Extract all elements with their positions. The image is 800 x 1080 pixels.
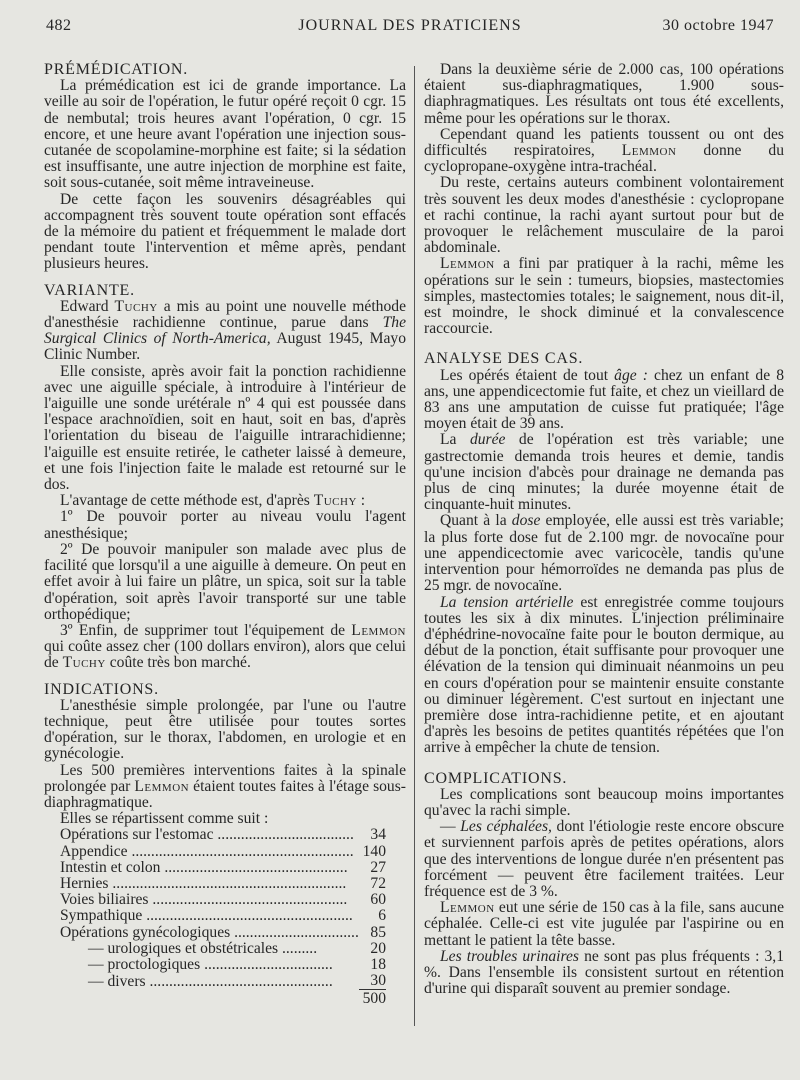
table-row [60, 957, 386, 973]
section-heading-variante: VARIANTE. [44, 281, 135, 299]
section-heading-indications: INDICATIONS. [44, 680, 159, 698]
row-count: 6 [378, 907, 386, 925]
paragraph: Les complications sont beaucoup moins importantes qu'avec la rachi simple. [424, 785, 784, 819]
paragraph [424, 368, 784, 433]
running-header [46, 17, 774, 39]
text-run: a fini par pratiquer à la rachi, même les opérations sur le sein : tumeurs, biopsies, mastectomies simples, mastectomies totales; le saignement, nous dit-il, est moindre, le shock diminué et la convalescence raccourcie. [424, 255, 784, 338]
row-label: Intestin et colon ............................................... [60, 859, 348, 876]
row-count: 85 [370, 923, 386, 941]
row-label: Opérations sur l'estomac ................................... [60, 827, 354, 844]
author-name: Tuchy [313, 492, 357, 510]
text-run: coûte très bon marché. [105, 654, 251, 672]
emphasis: dose [511, 512, 541, 530]
text-run: 3º Enfin, de supprimer tout l'équipement de [60, 621, 352, 639]
journal-reference: The Surgical Clinics of North-America, [44, 314, 406, 348]
row-count: 34 [370, 826, 386, 844]
section-heading-complications: COMPLICATIONS. [424, 769, 568, 787]
issue-date: 30 octobre 1947 [662, 17, 774, 34]
emphasis: Les troubles urinaires [440, 947, 579, 965]
total-count: 500 [362, 990, 386, 1008]
column-divider [414, 66, 415, 1026]
text-run: dont l'étiologie reste encore obscure et surviennent parfois après de petites opérations, alors que des interventions de longue durée n'en présentent pas forcément — peuvent être facilement traitées. Leur fréquence est de 3 %. [424, 818, 785, 900]
table-row [60, 892, 386, 908]
table-row [60, 973, 386, 990]
row-label: Appendice ......................................................... [60, 843, 354, 860]
text-run: Cependant quand les patients toussent ou ont des difficultés respiratoires, [424, 125, 784, 160]
row-label: Opérations gynécologiques ................................ [60, 924, 359, 941]
row-label: — proctologiques ................................. [88, 956, 333, 973]
text-run: employée, elle aussi est très variable; la plus forte dose fut de 2.100 mgr. de novocaïne pour une appendicectomie avec varicocèle, tandis qu'une intervention pour hémorroïdes ne demanda pas plus de 25 mgr. de novocaïne. [424, 512, 784, 595]
row-label: — urologiques et obstétricales ......... [88, 940, 318, 957]
text-run: eut une série de 150 cas à la file, sans aucune céphalée. Celle-ci est vite jugulée par l'aspirine ou en mettant le patient la tête basse. [424, 899, 784, 949]
paragraph: Dans la deuxième série de 2.000 cas, 100 opérations étaient sus-diaphragmatiques, 1.900 sous-diaphragmatiques. Les résultats ont tous été excellents, même pour les opérations sur le thorax. [424, 61, 784, 127]
text-run: Les 500 premières interventions faites à la spinale prolongée par [44, 761, 406, 795]
row-count: 20 [370, 939, 386, 957]
table-row [60, 908, 386, 924]
text-run: de l'opération est très variable; une gastrectomie demanda trois heures et demie, tandis qu'une incision d'abcès pour drainage ne demanda pas plus de cinq minutes; la durée moyenne était de cinquante-huit minutes. [424, 431, 784, 514]
author-name: Lemmon [621, 142, 677, 160]
text-run: ne sont pas plus fréquents : 3,1 %. Dans l'ensemble ils consistent surtout en rétention d'urine qui disparaît souvent au premier sondage. [424, 947, 784, 998]
row-count: 30 [359, 973, 386, 990]
table-row [60, 844, 386, 860]
paragraph [44, 299, 406, 364]
paragraph [44, 493, 406, 509]
row-label: Hernies ............................................................ [60, 875, 347, 892]
paragraph [424, 900, 784, 949]
paragraph: De cette façon les souvenirs désagréables qui accompagnent très souvent toute opération sont effacés de la mémoire du patient et fréquemment le malade dort pendant toute l'intervention et même après, pendant plusieurs heures. [44, 190, 406, 273]
row-label: Sympathique ..................................................... [60, 908, 353, 925]
journal-title: JOURNAL DES PRATICIENS [298, 17, 522, 34]
text-run: chez un enfant de 8 ans, une appendicectomie fut faite, et chez un vieillard de 83 ans une amputation de cuisse fut pratiquée; l'âge moyen était de 39 ans. [424, 366, 784, 433]
text-run: est enregistrée comme toujours toutes les six à dix minutes. L'injection préliminaire d'éphédrine-novocaïne faite pour le bouton dermique, au début de la ponction, était suffisante pour provoquer une élévation de la tension qui diminuait néanmoins un peu en cours d'opération pour se maintenir ensuite constante ou diminuer légèrement. C'est surtout en injectant une première dose intra-rachidienne petite, et en ajoutant d'après les besoins de petites quantités répétées que l'on arrive à empêcher la chute de tension. [424, 593, 784, 757]
author-name: Lemmon [440, 255, 495, 273]
total-label [60, 990, 359, 1008]
table-row [60, 860, 386, 876]
row-count: 18 [370, 955, 386, 973]
author-name: Lemmon [351, 621, 406, 639]
table-row [60, 925, 386, 941]
table-row [60, 827, 386, 843]
row-count: 72 [370, 874, 386, 892]
text-run: Quant à la [440, 512, 512, 530]
emphasis: durée [469, 431, 506, 449]
paragraph: Du reste, certains auteurs combinent volontairement très souvent les deux modes d'anesthésie : cyclopropane et rachi continue, la rachi ayant surtout pour but de provoquer le relâchement musculaire de la paroi abdominale. [424, 174, 784, 257]
text-run: August 1945, Mayo Clinic Number. [44, 330, 407, 364]
table-row [60, 876, 386, 892]
text-run: étaient toutes faites à l'étage sous-diaphragmatique. [44, 777, 406, 811]
list-point [44, 623, 406, 672]
text-run: — [440, 818, 461, 836]
section-heading-analyse: ANALYSE DES CAS. [424, 350, 584, 368]
paragraph [424, 595, 784, 757]
text-run: : [356, 492, 366, 510]
paragraph [424, 127, 784, 176]
row-label: Voies biliaires .................................................. [60, 892, 348, 909]
paragraph [44, 763, 406, 812]
paragraph [424, 256, 784, 337]
list-point: 2º De pouvoir manipuler son malade avec plus de facilité que lorsqu'il a une aiguille à demeure. On peut en effet avoir à lui faire un plâtre, un spica, soit sur la table d'opération, soit après l'avoir transporté sur une table orthopédique; [44, 540, 406, 623]
paragraph: Elles se répartissent comme suit : [60, 810, 269, 828]
paragraph [424, 513, 784, 594]
left-column [44, 62, 406, 1008]
text-run: L'avantage de cette méthode est, d'après [60, 492, 314, 510]
row-count: 27 [370, 858, 386, 876]
author-name: Tuchy [114, 297, 158, 315]
paragraph: L'anesthésie simple prolongée, par l'une ou l'autre technique, peut être utilisée pour toutes sortes d'opération, sur le thorax, l'abdomen, en urologie et en gynécologie. [44, 696, 406, 763]
list-point: 1º De pouvoir porter au niveau voulu l'agent anesthésique; [44, 508, 406, 542]
right-column [424, 62, 784, 997]
paragraph [424, 949, 784, 998]
paragraph: Elle consiste, après avoir fait la ponction rachidienne avec une aiguille spéciale, à introduire à l'intérieur de l'aiguille une sonde urétérale nº 4 qui est poussée dans l'espace arachnoïdien, soit en haut, soit en bas, d'après l'orientation du biseau de l'aiguille intrarachidienne; l'aiguille est ensuite retirée, le catheter laissé à demeure, et une fois l'injection faite le malade est retourné sur le dos. [44, 362, 406, 494]
author-name: Tuchy [62, 654, 106, 672]
author-name: Lemmon [134, 777, 190, 795]
text-run: La [440, 431, 470, 449]
row-label: — divers ............................................... [88, 973, 333, 990]
table-row [60, 941, 386, 957]
text-run: qui coûte assez cher (100 dollars environ), alors que celui de [44, 638, 406, 672]
paragraph [424, 432, 784, 513]
text-run: a mis au point une nouvelle méthode d'anesthésie rachidienne continue, parue dans [44, 297, 406, 332]
row-count: 140 [362, 842, 386, 860]
page-number: 482 [46, 17, 72, 34]
text-run: donne du cyclopropane-oxygène intra-trachéal. [424, 142, 784, 176]
paragraph [424, 819, 784, 900]
text-run: Les opérés étaient de tout [440, 366, 615, 384]
author-name: Lemmon [440, 899, 495, 917]
emphasis: Les céphalées, [460, 818, 552, 836]
operations-table [60, 827, 386, 1007]
row-count: 60 [370, 891, 386, 909]
emphasis: âge : [614, 366, 648, 384]
section-heading-premedication: PRÉMÉDICATION. [44, 61, 189, 78]
paragraph: La prémédication est ici de grande importance. La veille au soir de l'opération, le futur opéré reçoit 0 cgr. 15 de nembutal; trois heures avant l'opération, 0 cgr. 15 encore, et une heure avant l'opération une injection sous-cutanée de scopolamine-morphine est faite; si la sédation est insuffisante, une autre injection de morphine est faite, soit sous-cutanée, soit même intraveineuse. [44, 77, 406, 192]
emphasis: La tension artérielle [440, 593, 574, 611]
text-run: Edward [60, 297, 115, 315]
table-total-row [60, 990, 386, 1008]
